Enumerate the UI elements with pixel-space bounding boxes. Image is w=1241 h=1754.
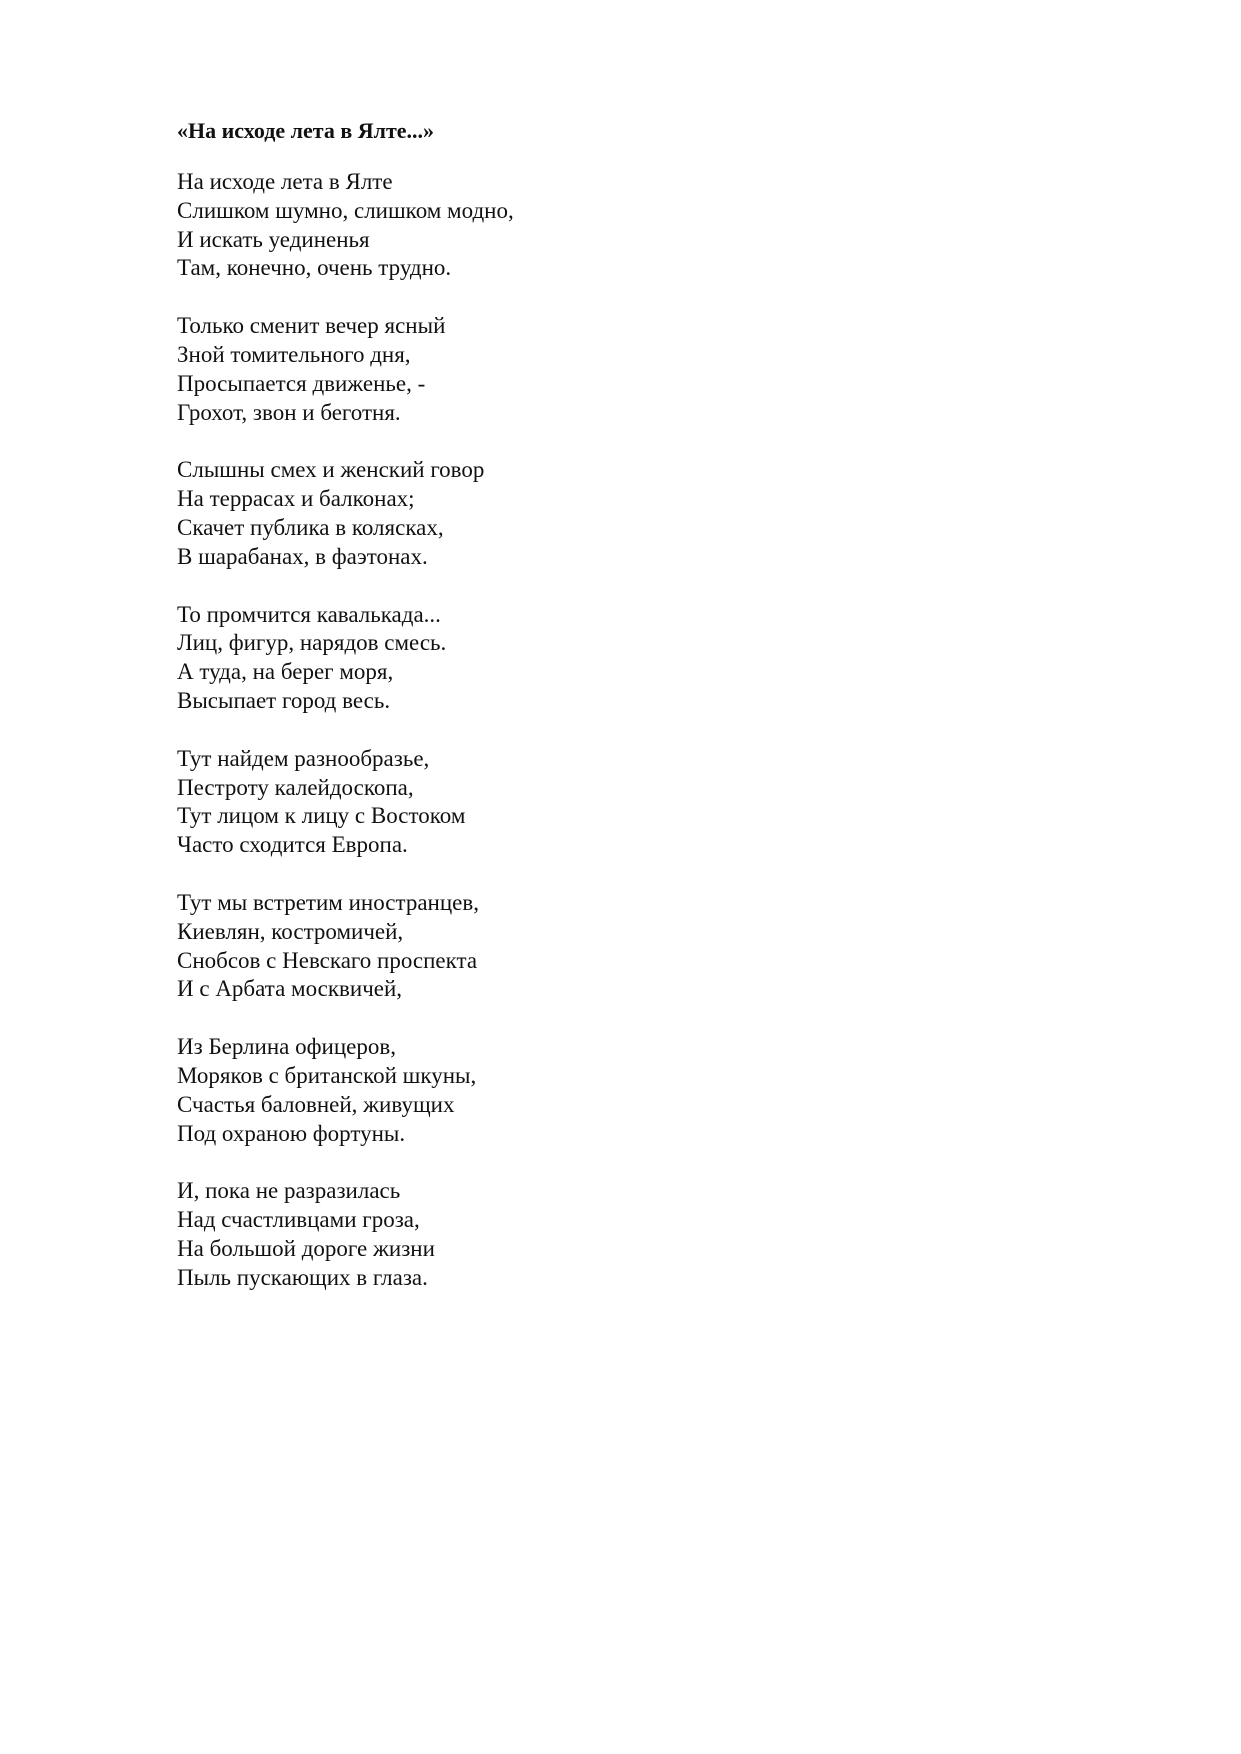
poem-line: Тут мы встретим иностранцев, [177, 889, 479, 915]
stanza-7 [177, 1033, 1077, 1148]
poem-line: Из Берлина офицеров, [177, 1034, 396, 1060]
poem [177, 116, 1077, 1322]
poem-line: Тут лицом к лицу с Востоком [177, 803, 466, 829]
poem-line: Слишком шумно, слишком модно, [177, 197, 514, 223]
stanza-2 [177, 312, 1077, 427]
poem-line: Скачет публика в колясках, [177, 514, 444, 540]
poem-line: То промчится кавалькада... [177, 601, 441, 627]
poem-line: Тут найдем разнообразье, [177, 745, 430, 771]
poem-line: Высыпает город весь. [177, 687, 391, 713]
stanza-5 [177, 745, 1077, 860]
poem-line: И искать уединенья [177, 226, 370, 252]
poem-title: «На исходе лета в Ялте...» [177, 118, 435, 143]
poem-line: Пыль пускающих в глаза. [177, 1264, 428, 1290]
stanza-6 [177, 889, 1077, 1004]
stanza-4 [177, 601, 1077, 716]
poem-line: На исходе лета в Ялте [177, 169, 393, 194]
poem-line: И с Арбата москвичей, [177, 976, 403, 1002]
poem-line: Снобсов с Невскаго проспекта [177, 947, 478, 973]
poem-line: Пестроту калейдоскопа, [177, 774, 414, 800]
poem-line: Просыпается движенье, - [177, 370, 426, 396]
poem-line: Зной томительного дня, [177, 341, 411, 367]
poem-line: Грохот, звон и беготня. [177, 399, 401, 425]
poem-line: А туда, на берег моря, [177, 659, 394, 685]
poem-line: Только сменит вечер ясный [177, 313, 446, 339]
poem-line: Над счастливцами гроза, [177, 1207, 420, 1233]
poem-line: Часто сходится Европа. [177, 832, 408, 858]
poem-line: Там, конечно, очень трудно. [177, 255, 452, 281]
stanza-1 [177, 168, 1077, 283]
poem-line: Лиц, фигур, нарядов смесь. [177, 630, 447, 656]
poem-line: И, пока не разразилась [177, 1178, 401, 1204]
poem-line: Под охраною фортуны. [177, 1120, 406, 1146]
stanza-8 [177, 1177, 1077, 1292]
poem-line: Моряков с британской шкуны, [177, 1062, 477, 1088]
poem-line: На большой дороге жизни [177, 1235, 435, 1261]
poem-line: Киевлян, костромичей, [177, 918, 404, 944]
poem-line: В шарабанах, в фаэтонах. [177, 543, 428, 569]
poem-body [177, 168, 1077, 1293]
poem-line: Слышны смех и женский говор [177, 457, 485, 483]
stanza-3 [177, 456, 1077, 571]
poem-line: Счастья баловней, живущих [177, 1091, 455, 1117]
poem-line: На террасах и балконах; [177, 486, 415, 512]
